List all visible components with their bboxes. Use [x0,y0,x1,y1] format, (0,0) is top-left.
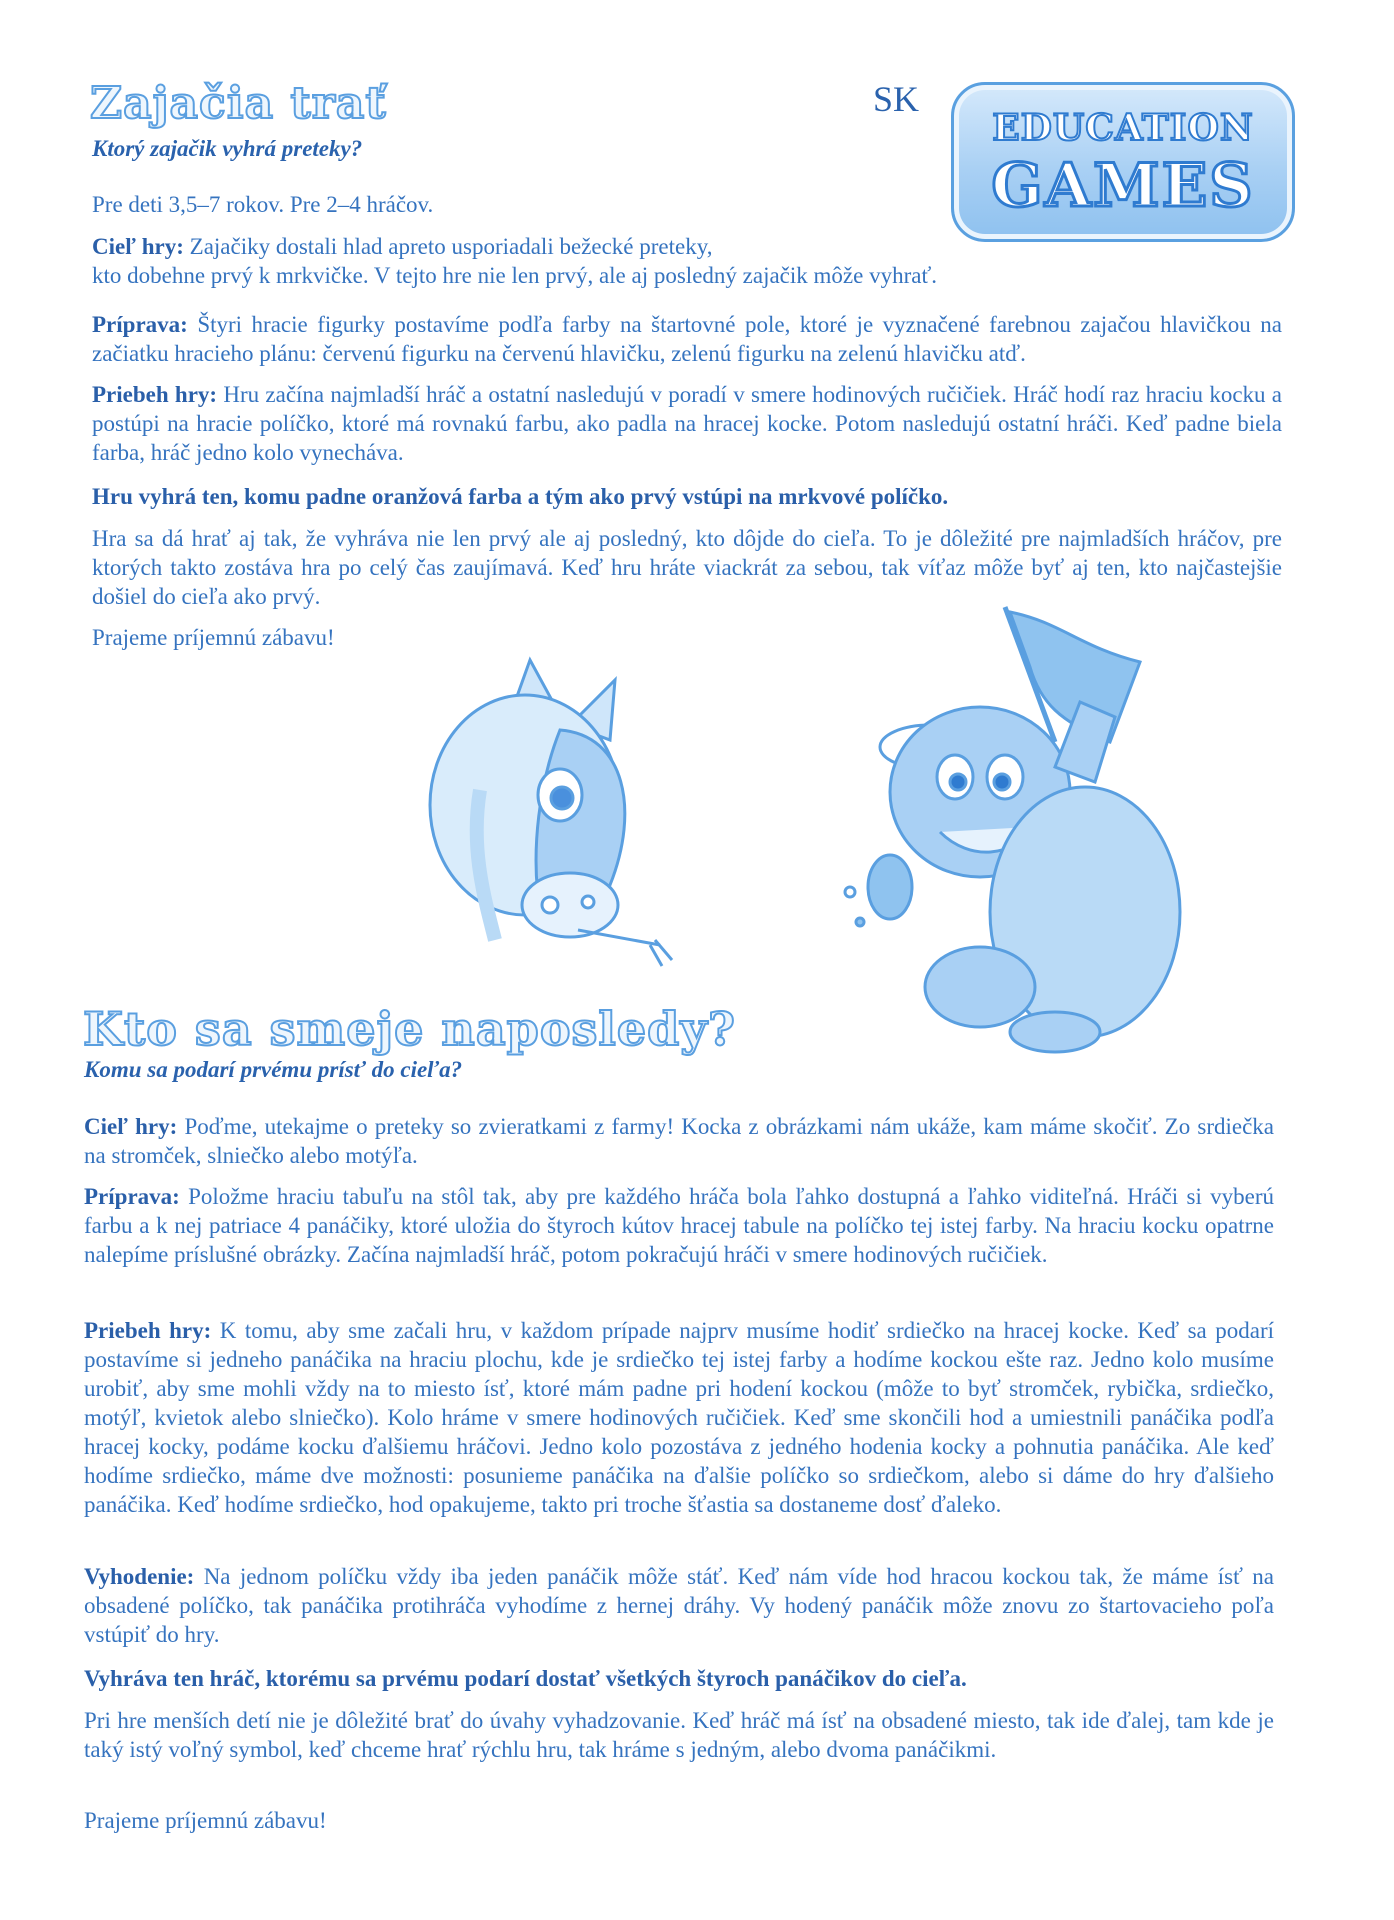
game1-ending: Prajeme príjemnú zábavu! [92,625,335,650]
logo-line-1: EDUCATION [992,107,1254,149]
game2-title: Kto sa smeje naposledy? [83,1002,736,1056]
game2-goal-text: Poďme, utekajme o preteky so zvieratkami z farmy! Kocka z obrázkami nám ukáže, kam máme skočiť. Zo srdiečka na stromček, slniečko alebo motýľa. [84,1114,1275,1168]
game2-ending: Prajeme príjemnú zábavu! [84,1808,327,1833]
game1-goal-line2: kto dobehne prvý k mrkvičke. V tejto hre nie len prvý, ale aj posledný zajačik môže vyhrať. [92,263,938,288]
horse-illustration [410,640,700,970]
game1-prep-label: Príprava: [92,312,188,337]
game2-course-text: K tomu, aby sme začali hru, v každom prípade najprv musíme hodiť srdiečko na hracej kocke. Keď sa podarí postavíme si jedneho panáčika na hraciu plochu, kde je srdiečko tej istej farby a hodíme kockou ešte raz. Jedno kolo musíme urobiť, aby sme mohli vždy na to miesto ísť, ktoré mám padne pri hodení kockou (môže to byť stromček, rybička, srdiečko, motýľ, kvietok alebo slniečko). Kolo hráme v smere hodinových ručičiek. Keď sme skončili hod a umiestnili panáčika podľa hracej kocky, podáme kocku ďalšiemu hráčovi. Jedno kolo pozostáva z jedného hodenia kocky a pohnutia panáčika. Ale keď hodíme srdiečko, máme dve možnosti: posunieme panáčika na ďalšie políčko so srdiečkom, alebo si dáme do hry ďalšieho panáčika. Keď hodíme srdiečko, hod opakujeme, takto pri troche šťastia sa dostaneme dosť ďaleko. [84,1318,1275,1517]
education-games-logo [951,82,1295,242]
game2-kick [84,1562,1274,1649]
game2-prep-label: Príprava: [84,1184,180,1209]
game1-age: Pre deti 3,5–7 rokov. Pre 2–4 hráčov. [92,192,434,217]
game1-prep [92,310,1282,368]
game1-course [92,380,1282,467]
game2-win-rule: Vyhráva ten hráč, ktorému sa prvému podarí dostať všetkých štyroch panáčikov do cieľa. [84,1666,967,1691]
game1-goal-line1: Zajačiky dostali hlad apreto usporiadali bežecké preteky, [189,234,713,259]
game2-prep-text: Položme hraciu tabuľu na stôl tak, aby pre každého hráča bola ľahko dostupná a ľahko viditeľná. Hráči si vyberú farbu a k nej patriace 4 panáčiky, ktoré uložia do štyroch kútov hracej tabule na políčko tej istej farby. Na hraciu kocku opatrne nalepíme príslušné obrázky. Začína najmladší hráč, potom pokračujú hráči v smere hodinových ručičiek. [84,1184,1274,1267]
game1-title: Zajačia trať [90,78,387,129]
game2-goal-label: Cieľ hry: [84,1114,178,1139]
game1-note: Hra sa dá hrať aj tak, že vyhráva nie len prvý ale aj posledný, kto dôjde do cieľa. To je dôležité pre najmladších hráčov, pre ktorých takto zostáva hra po celý čas zaujímavá. Keď hru hráte viackrát za sebou, tak víťaz môže byť aj ten, kto najčastejšie došiel do cieľa ako prvý. [92,526,1282,609]
game2-goal [84,1112,1274,1170]
game2-note: Pri hre menších detí nie je dôležité brať do úvahy vyhadzovanie. Keď hráč má ísť na obsadené miesto, tak ide ďalej, tam kde je taký istý voľný symbol, keď chceme hrať rýchlu hru, tak hráme s jedným, alebo dvoma panáčikmi. [84,1708,1274,1762]
game1-win-rule: Hru vyhrá ten, komu padne oranžová farba a tým ako prvý vstúpi na mrkvové políčko. [92,484,949,509]
logo-line-2: GAMES [991,151,1255,221]
game2-course-label: Priebeh hry: [84,1318,212,1343]
language-code: SK [873,79,920,119]
game1-goal [92,232,1082,290]
game2-kick-text: Na jednom políčku vždy iba jeden panáčik môže stáť. Keď nám víde hod hracou kockou tak, že máme ísť na obsadené políčko, tak panáčika protihráča vyhodíme z hernej dráhy. Vy hodený panáčik môže znovu zo štartovacieho poľa vstúpiť do hry. [84,1564,1274,1647]
game1-subtitle: Ktorý zajačik vyhrá preteky? [92,136,363,161]
game2-subtitle: Komu sa podarí prvému prísť do cieľa? [84,1057,463,1082]
game1-prep-text: Štyri hracie figurky postavíme podľa farby na štartovné pole, ktoré je vyznačené farebnou zajačou hlavičkou na začiatku hracieho plánu: červenú figurku na červenú hlavičku, zelenú figurku na zelenú hlavičku atď. [92,312,1282,366]
game2-course [84,1316,1274,1519]
game2-prep [84,1182,1274,1269]
game1-course-label: Priebeh hry: [92,382,218,407]
game1-goal-label: Cieľ hry: [92,234,184,259]
game2-kick-label: Vyhodenie: [84,1564,195,1589]
turtle-illustration [830,592,1210,1072]
game1-course-text: Hru začína najmladší hráč a ostatní nasledujú v poradí v smere hodinových ručičiek. Hráč hodí raz hraciu kocku a postúpi na hracie políčko, ktoré má rovnakú farbu, ako padla na hracej kocke. Potom nasledujú ostatní hráči. Keď padne biela farba, hráč jedno kolo vynecháva. [92,382,1283,465]
